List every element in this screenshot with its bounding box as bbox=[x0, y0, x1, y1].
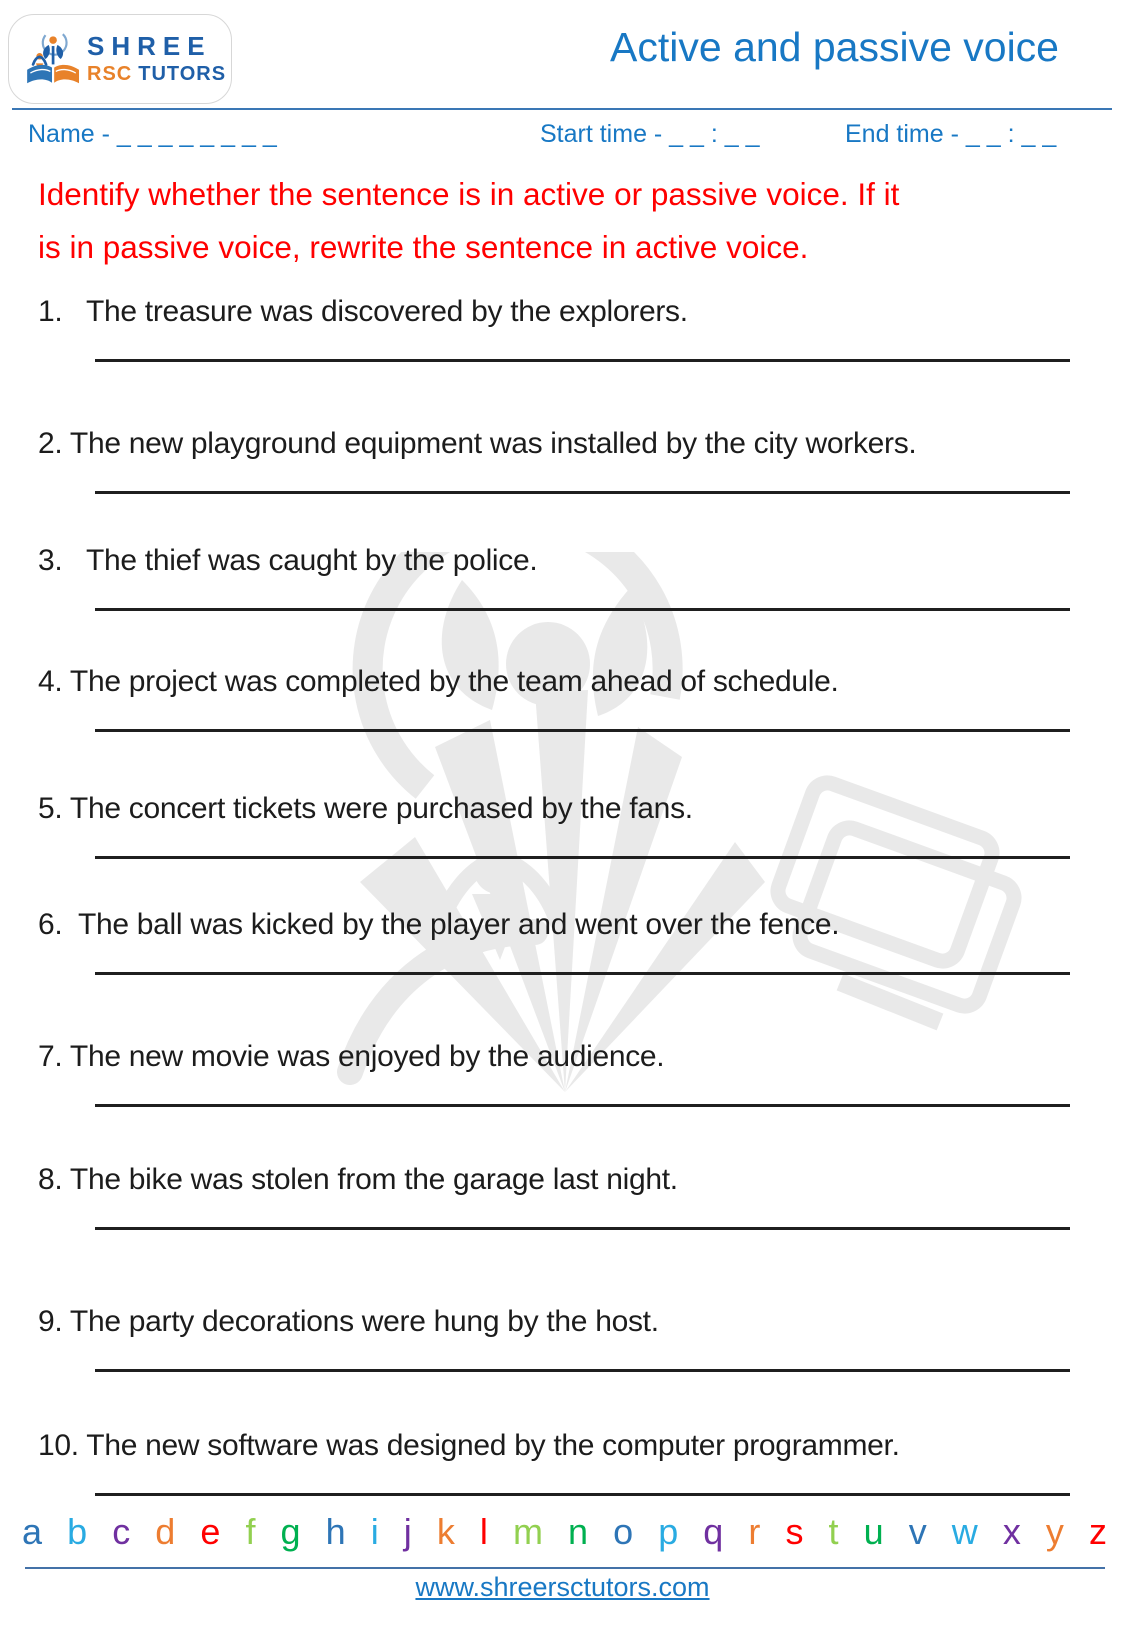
answer-line bbox=[95, 1493, 1070, 1496]
question-item bbox=[38, 1303, 1108, 1372]
question-text: 5. The concert tickets were purchased by the fans. bbox=[38, 792, 693, 825]
alphabet-letter-d: d bbox=[155, 1511, 176, 1552]
brand-rsc: RSC bbox=[87, 62, 133, 85]
alphabet-letter-c: c bbox=[112, 1511, 131, 1552]
alphabet-letter-t: t bbox=[828, 1511, 839, 1552]
alphabet-letter-u: u bbox=[863, 1511, 884, 1552]
alphabet-letter-v: v bbox=[908, 1511, 927, 1552]
alphabet-letter-k: k bbox=[436, 1511, 455, 1552]
answer-line bbox=[95, 491, 1070, 494]
start-time-field: Start time - _ _ : _ _ bbox=[540, 120, 760, 148]
question-text: 7. The new movie was enjoyed by the audience. bbox=[38, 1040, 665, 1073]
instruction-text bbox=[38, 168, 1095, 274]
page-title: Active and passive voice bbox=[610, 24, 1059, 70]
header-divider bbox=[12, 108, 1112, 110]
alphabet-letter-f: f bbox=[245, 1511, 256, 1552]
answer-line bbox=[95, 359, 1070, 362]
alphabet-letter-y: y bbox=[1045, 1511, 1064, 1552]
instruction-line-1: Identify whether the sentence is in active or passive voice. If it bbox=[38, 176, 900, 212]
alphabet-letter-g: g bbox=[280, 1511, 301, 1552]
alphabet-letter-n: n bbox=[568, 1511, 589, 1552]
alphabet-letter-j: j bbox=[403, 1511, 412, 1552]
question-text: 9. The party decorations were hung by the host. bbox=[38, 1305, 659, 1338]
alphabet-letter-i: i bbox=[370, 1511, 379, 1552]
brand-name: SHREE bbox=[87, 31, 212, 62]
question-text: 3. The thief was caught by the police. bbox=[38, 544, 538, 577]
brand-tutors: TUTORS bbox=[138, 62, 227, 85]
question-text: 8. The bike was stolen from the garage last night. bbox=[38, 1163, 678, 1196]
logo-icon bbox=[25, 29, 79, 89]
alphabet-letter-z: z bbox=[1088, 1511, 1107, 1552]
question-text: 1. The treasure was discovered by the explorers. bbox=[38, 295, 688, 328]
logo-box bbox=[8, 14, 232, 104]
question-item bbox=[38, 293, 1108, 362]
question-text: 10. The new software was designed by the computer programmer. bbox=[38, 1429, 900, 1462]
alphabet-letter-a: a bbox=[22, 1511, 43, 1552]
question-item bbox=[38, 1427, 1108, 1496]
question-item bbox=[38, 425, 1108, 494]
instruction-line-2: is in passive voice, rewrite the sentence in active voice. bbox=[38, 229, 809, 265]
alphabet-letter-s: s bbox=[785, 1511, 804, 1552]
question-text: 6. The ball was kicked by the player and went over the fence. bbox=[38, 908, 840, 941]
answer-line bbox=[95, 1227, 1070, 1230]
question-text: 4. The project was completed by the team ahead of schedule. bbox=[38, 665, 839, 698]
question-item bbox=[38, 1161, 1108, 1230]
alphabet-letter-p: p bbox=[658, 1511, 679, 1552]
alphabet-letter-o: o bbox=[613, 1511, 634, 1552]
footer-divider bbox=[25, 1567, 1105, 1569]
alphabet-letter-m: m bbox=[512, 1511, 543, 1552]
alphabet-row bbox=[22, 1510, 1107, 1554]
alphabet-letter-e: e bbox=[200, 1511, 221, 1552]
alphabet-letter-r: r bbox=[748, 1511, 761, 1552]
answer-line bbox=[95, 1369, 1070, 1372]
alphabet-letter-x: x bbox=[1002, 1511, 1021, 1552]
alphabet-letter-b: b bbox=[67, 1511, 88, 1552]
question-text: 2. The new playground equipment was installed by the city workers. bbox=[38, 427, 917, 460]
url-row bbox=[0, 1572, 1125, 1603]
watermark-logo-icon bbox=[320, 552, 1055, 1107]
alphabet-letter-l: l bbox=[479, 1511, 488, 1552]
name-field: Name - _ _ _ _ _ _ _ _ bbox=[28, 120, 277, 148]
alphabet-letter-w: w bbox=[951, 1511, 978, 1552]
end-time-field: End time - _ _ : _ _ bbox=[845, 120, 1057, 148]
alphabet-letter-h: h bbox=[325, 1511, 346, 1552]
alphabet-letter-q: q bbox=[703, 1511, 724, 1552]
site-url-link[interactable]: www.shreersctutors.com bbox=[415, 1572, 710, 1602]
brand-text bbox=[87, 33, 226, 84]
